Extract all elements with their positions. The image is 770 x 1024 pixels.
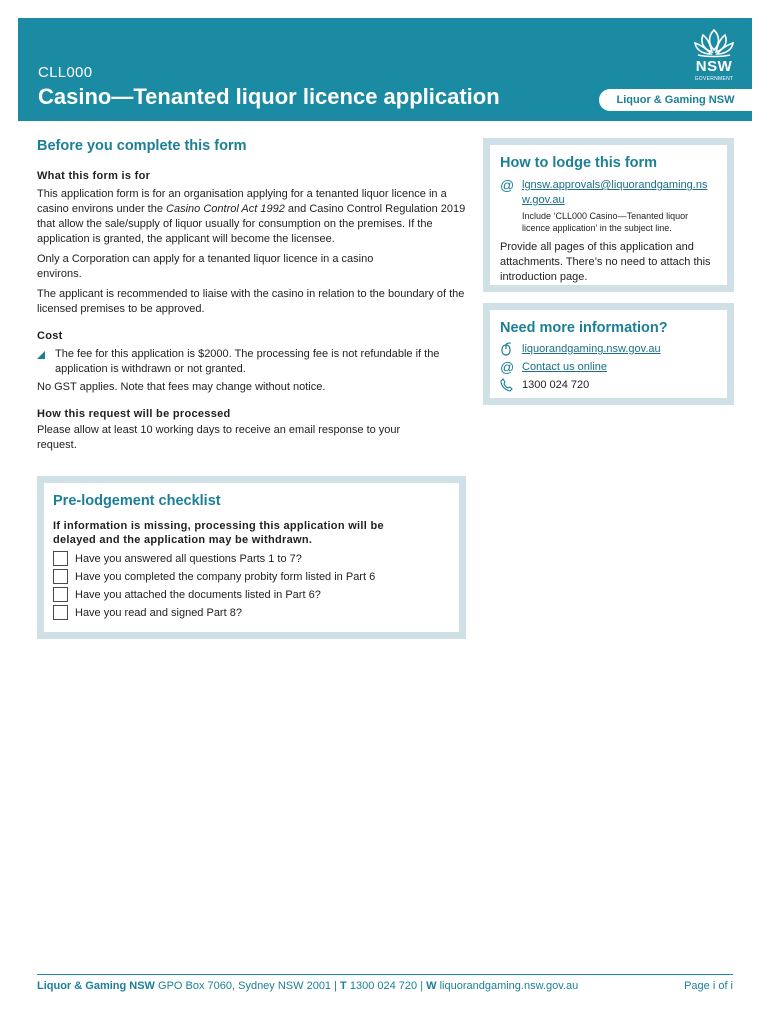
what-paragraph-2: Only a Corporation can apply for a tenanted liquor licence in a casino environs.: [37, 253, 374, 280]
nsw-government-logo: [686, 26, 742, 84]
contact-us-link[interactable]: Contact us online: [522, 361, 607, 373]
lodge-box: [483, 138, 734, 292]
header-banner: [18, 18, 752, 121]
form-code: CLL000: [38, 64, 93, 81]
info-phone: 1300 024 720: [522, 379, 590, 391]
checkbox-4[interactable]: [53, 605, 68, 620]
footer-w-label: W: [426, 980, 437, 992]
page-title: Casino—Tenanted liquor licence application: [38, 84, 500, 109]
page-number: Page i of i: [684, 980, 733, 992]
footer-t-label: T: [340, 980, 347, 992]
process-text: Please allow at least 10 working days to receive an email response to your request.: [37, 424, 401, 451]
footer-phone: 1300 024 720: [349, 980, 418, 992]
footer-address: GPO Box 7060, Sydney NSW 2001: [158, 980, 332, 992]
lodge-email-link[interactable]: lgnsw.approvals@liquorandgaming.nsw.gov.au: [522, 179, 708, 206]
cost-heading: Cost: [37, 330, 63, 342]
brand-badge: Liquor & Gaming NSW: [599, 89, 752, 111]
what-heading: What this form is for: [37, 170, 151, 182]
checklist-item: Have you attached the documents listed in Part 6?: [53, 587, 449, 605]
act-name: Casino Control Act 1992: [166, 203, 285, 215]
lodge-title: How to lodge this form: [500, 155, 658, 171]
info-title: Need more information?: [500, 320, 668, 336]
cost-note: No GST applies. Note that fees may change without notice.: [37, 381, 326, 393]
phone-icon: [500, 378, 513, 394]
checkbox-2[interactable]: [53, 569, 68, 584]
logo-government: GOVERNMENT: [694, 76, 734, 82]
at-sign-icon: @: [500, 359, 515, 375]
info-contact-row: [500, 360, 717, 375]
checklist-item: Have you read and signed Part 8?: [53, 605, 449, 623]
cost-item: The fee for this application is $2000. The processing fee is not refundable if the application is withdrawn or not granted.: [37, 347, 469, 377]
footer-divider: [37, 974, 733, 975]
what-paragraph-3: The applicant is recommended to liaise with the casino in relation to the boundary of the licensed premises to be approved.: [37, 288, 465, 315]
checklist-warning: If information is missing, processing this application will be delayed and the application may be withdrawn.: [53, 520, 384, 546]
at-sign-icon: @: [500, 177, 515, 193]
info-phone-row: [500, 378, 717, 393]
checkbox-1[interactable]: [53, 551, 68, 566]
mouse-icon: [500, 342, 513, 358]
intro-title: Before you complete this form: [37, 138, 247, 154]
checklist-item: Have you completed the company probity form listed in Part 6: [53, 569, 449, 587]
info-website-row: [500, 342, 717, 357]
checkbox-3[interactable]: [53, 587, 68, 602]
footer: Liquor & Gaming NSW GPO Box 7060, Sydney NSW 2001 | T 1300 024 720 | W liquorandgaming.nsw.gov.au Page i of i: [37, 980, 733, 992]
info-website-link[interactable]: liquorandgaming.nsw.gov.au: [522, 343, 661, 355]
logo-word: NSW: [695, 58, 733, 75]
footer-org: Liquor & Gaming NSW: [37, 980, 155, 992]
lodge-text: Provide all pages of this application and attachments. There’s no need to attach this introduction page.: [500, 241, 711, 283]
process-heading: How this request will be processed: [37, 408, 231, 420]
checklist-box: [37, 476, 466, 639]
triangle-bullet-icon: [37, 351, 45, 359]
what-paragraph-1: This application form is for an organisation applying for a tenanted liquor licence in a casino environs under the Casino Control Act 1992 and Casino Control Regulation 2019 that allow the sale/supply of liquor usually for consumption on the premises. If the application is granted, the applicant will become the licensee.: [37, 188, 466, 245]
checklist-item: Have you answered all questions Parts 1 to 7?: [53, 551, 449, 569]
lodge-email-row: [500, 178, 717, 234]
lodge-email-note: Include ‘CLL000 Casino—Tenanted liquor licence application’ in the subject line.: [522, 211, 689, 233]
checklist-title: Pre-lodgement checklist: [53, 493, 221, 509]
checklist-items: [53, 551, 449, 623]
intro-section: [37, 138, 469, 453]
waratah-icon: [686, 26, 742, 60]
footer-website[interactable]: liquorandgaming.nsw.gov.au: [439, 980, 579, 992]
info-box: [483, 303, 734, 405]
